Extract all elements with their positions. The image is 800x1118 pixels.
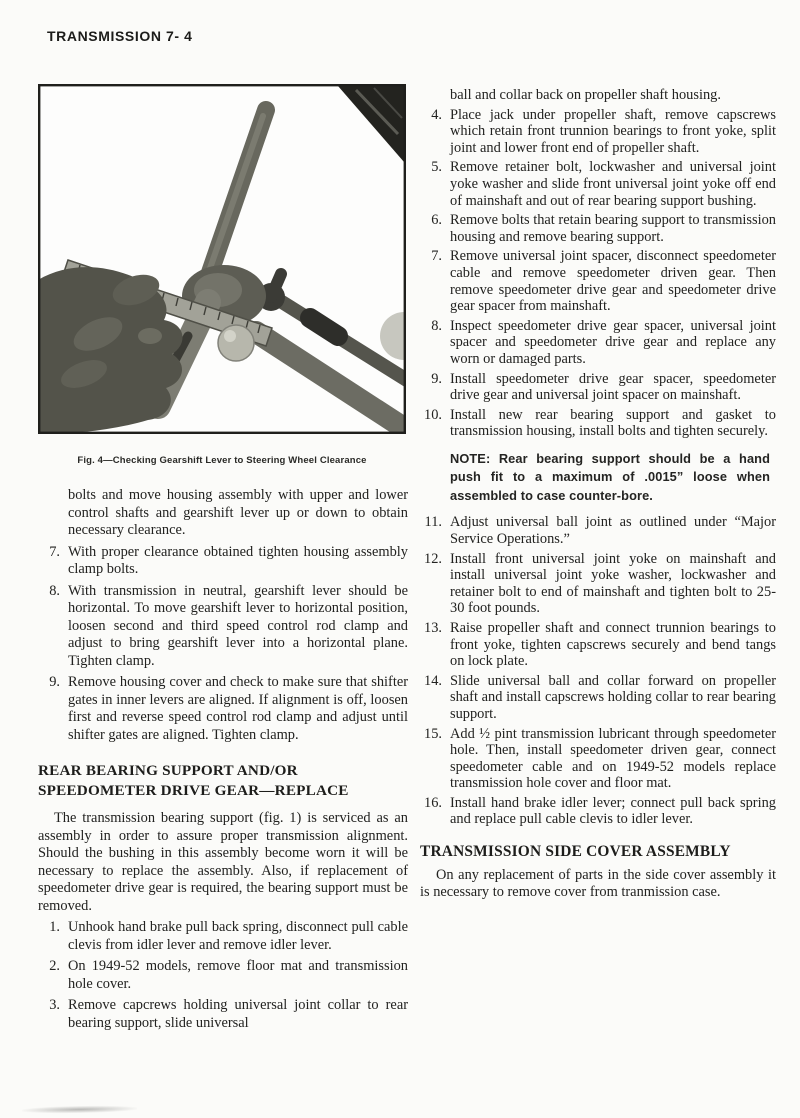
list-item-text: Slide universal ball and collar forward on propeller shaft and install capscrews holding collar to rear bearing support.	[450, 672, 776, 722]
list-item-text: Place jack under propeller shaft, remove capscrews which retain front trunnion bearings to front yoke, split joint and lower front end of propeller shaft.	[450, 106, 776, 156]
list-item-text: Remove universal joint spacer, disconnect speedometer cable and remove speedometer driven gear. Then remove speedometer drive gear and speedometer drive gear spacer from mainshaft.	[450, 248, 776, 315]
right-column	[420, 87, 776, 900]
list-item-text: Raise propeller shaft and connect trunnion bearings to front yoke, tighten capscrews securely and bend tangs on lock plate.	[450, 619, 776, 670]
list-item-number: 4.	[431, 106, 442, 123]
list-item	[420, 620, 776, 670]
list-item	[420, 212, 776, 245]
list-item-number: 8.	[431, 317, 442, 334]
list-item-number: 9.	[431, 370, 442, 387]
list-item	[420, 673, 776, 723]
list-item-number: 9.	[49, 674, 60, 690]
list-item-number: 3.	[49, 997, 60, 1013]
list-item-number: 7.	[431, 248, 442, 265]
list-item	[420, 514, 776, 547]
list-item	[420, 795, 776, 828]
list-item-text: Add ½ pint transmission lubricant through speedometer hole. Then, install speedometer driven gear, connect speedometer cable and on 1949-52 models replace transmission hole cover and floor mat.	[450, 725, 776, 792]
list-item-number: 1.	[49, 919, 60, 935]
list-item-text: Remove bolts that retain bearing support to transmission housing and remove bearing support.	[450, 212, 776, 245]
list-item	[420, 551, 776, 617]
list-item	[420, 159, 776, 209]
list-item	[38, 583, 408, 671]
list-item	[38, 919, 408, 954]
section-intro: On any replacement of parts in the side cover assembly it is necessary to remove cover from tranmission case.	[420, 867, 776, 900]
list-item	[420, 248, 776, 314]
list-item	[420, 107, 776, 157]
list-item	[420, 318, 776, 368]
list-item-text: Unhook hand brake pull back spring, disconnect pull cable clevis from idler lever and remove idler lever.	[68, 919, 408, 953]
list-item-number: 10.	[424, 406, 442, 423]
gearshift-clearance-photo	[38, 84, 406, 434]
list-item-text: On 1949-52 models, remove floor mat and transmission hole cover.	[68, 958, 408, 992]
list-item-number: 15.	[424, 725, 442, 742]
section-intro: The transmission bearing support (fig. 1) is serviced as an assembly in order to assure proper transmission alignment. Should the bushing in this assembly become worn it will be necessary to replace the assembly. Also, if replacement of speedometer drive gear is required, the bearing support must be removed.	[38, 810, 408, 914]
list-item	[38, 544, 408, 579]
page-header: TRANSMISSION 7- 4	[47, 28, 193, 44]
list-item-text: Install front universal joint yoke on mainshaft and install universal joint yoke washer, lockwasher and retainer bolt to end of mainshaft and tighten bolt to 25-30 foot pounds.	[450, 550, 776, 617]
list-item-number: 8.	[49, 582, 60, 599]
list-item	[420, 371, 776, 404]
list-item-number: 2.	[49, 958, 60, 974]
list-item	[420, 726, 776, 792]
list-item-text: Install new rear bearing support and gasket to transmission housing, install bolts and tighten securely.	[450, 406, 776, 440]
figure-photo	[38, 84, 406, 434]
list-item-text: Remove capcrews holding universal joint collar to rear bearing support, slide universal	[68, 997, 408, 1031]
gearshift-knob	[218, 325, 254, 361]
list-item-text: Remove retainer bolt, lockwasher and universal joint yoke washer and slide front universal joint yoke off end of mainshaft and out of rear bearing support bushing.	[450, 159, 776, 209]
list-item-number: 11.	[424, 514, 442, 531]
list-item-number: 14.	[424, 672, 442, 689]
list-item-number: 5.	[431, 159, 442, 176]
paragraph-continuation: bolts and move housing assembly with upper and lower control shafts and gearshift lever up or down to obtain necessary clearance.	[68, 487, 408, 538]
note-block: NOTE: Rear bearing support should be a hand push fit to a maximum of .0015” loose when assembled to case counter-bore.	[450, 450, 770, 503]
list-item-text: Install hand brake idler lever; connect pull back spring and replace pull cable clevis to idler lever.	[450, 794, 776, 828]
list-item	[38, 997, 408, 1032]
section-heading: REAR BEARING SUPPORT AND/OR SPEEDOMETER DRIVE GEAR—REPLACE	[38, 762, 349, 799]
section-heading: TRANSMISSION SIDE COVER ASSEMBLY	[420, 843, 731, 861]
paragraph-continuation: ball and collar back on propeller shaft housing.	[450, 87, 721, 103]
list-item-number: 16.	[424, 794, 442, 811]
list-item-text: Install speedometer drive gear spacer, speedometer drive gear and universal joint spacer on mainshaft.	[450, 370, 776, 404]
list-item-text: Remove housing cover and check to make sure that shifter gates in inner levers are aligned. If alignment is off, loosen first and reverse speed control rod clamp and adjust until shifter gates are aligned. Tighten clamp.	[68, 674, 408, 743]
list-item-number: 12.	[424, 550, 442, 567]
list-item-text: With proper clearance obtained tighten housing assembly clamp bolts.	[68, 543, 408, 577]
scan-artifact	[22, 1105, 137, 1114]
list-item	[420, 407, 776, 440]
list-item-text: Adjust universal ball joint as outlined under “Major Service Operations.”	[450, 514, 776, 547]
list-item-number: 7.	[49, 543, 60, 560]
list-item	[38, 958, 408, 993]
figure-caption: Fig. 4—Checking Gearshift Lever to Steering Wheel Clearance	[77, 455, 367, 466]
list-item-text: With transmission in neutral, gearshift lever should be horizontal. To move gearshift lever to horizontal position, loosen second and third speed control rod clamp and adjust to bring gearshift lever into a horizontal plane. Tighten clamp.	[68, 582, 408, 669]
left-column	[38, 487, 408, 1032]
list-item	[38, 674, 408, 744]
list-item-text: Inspect speedometer drive gear spacer, universal joint spacer and speedometer drive gear and replace any worn or damaged parts.	[450, 317, 776, 367]
list-item-number: 13.	[424, 619, 442, 636]
list-item-number: 6.	[431, 212, 442, 229]
